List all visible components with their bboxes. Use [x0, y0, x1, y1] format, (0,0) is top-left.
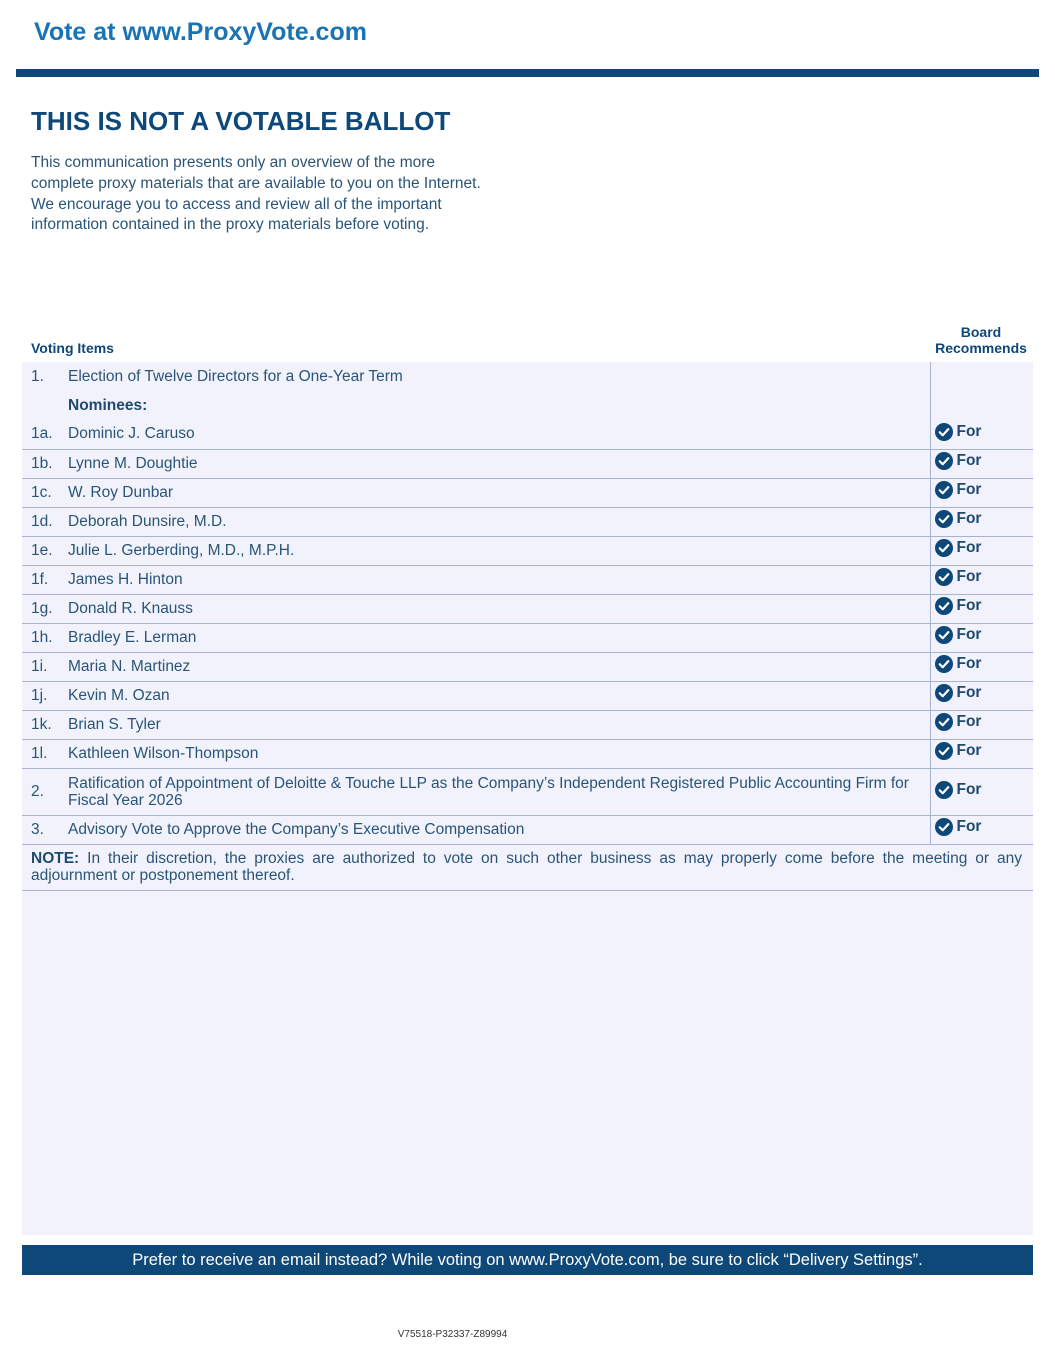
board-recommends-header — [928, 324, 1034, 356]
check-circle-icon — [935, 539, 953, 557]
recommendation — [935, 423, 982, 441]
check-circle-icon — [935, 684, 953, 702]
nominees-label-row — [22, 391, 1033, 420]
nominee-name: Bradley E. Lerman — [68, 623, 930, 652]
item-number — [22, 391, 68, 420]
document-control-code: V75518-P32337-Z89994 — [397, 1329, 508, 1340]
recommendation — [935, 481, 982, 499]
page-title: THIS IS NOT A VOTABLE BALLOT — [31, 106, 451, 136]
check-circle-icon — [935, 510, 953, 528]
recommendation — [935, 597, 982, 615]
item-number: 1g. — [22, 594, 68, 623]
recommendation-cell — [930, 420, 1033, 449]
item-number: 1k. — [22, 710, 68, 739]
check-circle-icon — [935, 597, 953, 615]
recommendation — [935, 510, 982, 528]
nominee-name: Lynne M. Doughtie — [68, 449, 930, 478]
recommendation — [935, 742, 982, 760]
nominee-row — [22, 710, 1033, 739]
recommendation — [935, 713, 982, 731]
check-circle-icon — [935, 713, 953, 731]
recommendation-cell — [930, 391, 1033, 420]
item-description: Election of Twelve Directors for a One-Year Term — [68, 367, 403, 385]
recommendation-label: For — [956, 597, 982, 614]
item-description: Ratification of Appointment of Deloitte & Touche LLP as the Company’s Independent Registered Public Accounting Firm for Fiscal Year 2026 — [68, 768, 930, 815]
recommendation-cell — [930, 739, 1033, 768]
recommendation-cell — [930, 768, 1033, 815]
nominee-row — [22, 536, 1033, 565]
nominee-name: Kevin M. Ozan — [68, 681, 930, 710]
recommendation — [935, 626, 982, 644]
header-divider — [16, 69, 1039, 77]
recommendation-cell — [930, 362, 1033, 391]
item-number: 1h. — [22, 623, 68, 652]
recommendation-label: For — [956, 713, 982, 730]
nominee-name: Maria N. Martinez — [68, 652, 930, 681]
recommendation-label: For — [956, 781, 982, 798]
recommendation-label: For — [956, 626, 982, 643]
note-row — [22, 844, 1033, 890]
nominee-name: Donald R. Knauss — [68, 594, 930, 623]
item-number: 1a. — [22, 420, 68, 449]
nominee-row — [22, 623, 1033, 652]
recommendation-cell — [930, 710, 1033, 739]
nominee-row — [22, 681, 1033, 710]
nominee-row — [22, 449, 1033, 478]
nominee-name: Dominic J. Caruso — [68, 420, 930, 449]
nominee-row — [22, 565, 1033, 594]
nominee-row — [22, 420, 1033, 449]
item-number: 3. — [22, 815, 68, 844]
recommendation-label: For — [956, 742, 982, 759]
recommendation-cell — [930, 507, 1033, 536]
nominee-row — [22, 652, 1033, 681]
recommendation-label: For — [956, 818, 982, 835]
recommendation-cell — [930, 815, 1033, 844]
nominee-row — [22, 507, 1033, 536]
check-circle-icon — [935, 452, 953, 470]
intro-paragraph: This communication presents only an overview of the more complete proxy materials that are available to you on the Internet. We encourage you to access and review all of the important information contained in the proxy materials before voting. — [31, 154, 481, 234]
recommendation-label: For — [956, 452, 982, 469]
note-body: In their discretion, the proxies are authorized to vote on such other business as may properly come before the meeting or any adjournment or postponement thereof. — [31, 850, 1022, 884]
nominee-name: Julie L. Gerberding, M.D., M.P.H. — [68, 536, 930, 565]
check-circle-icon — [935, 568, 953, 586]
item-number: 1d. — [22, 507, 68, 536]
nominee-row — [22, 739, 1033, 768]
nominee-name: Brian S. Tyler — [68, 710, 930, 739]
recommendation — [935, 452, 982, 470]
email-delivery-banner: Prefer to receive an email instead? While voting on www.ProxyVote.com, be sure to click “Delivery Settings”. — [22, 1245, 1033, 1275]
nominee-name: W. Roy Dunbar — [68, 478, 930, 507]
proposal-2-row — [22, 768, 1033, 815]
check-circle-icon — [935, 818, 953, 836]
check-circle-icon — [935, 481, 953, 499]
recommendation-label: For — [956, 568, 982, 585]
recommendation-cell — [930, 565, 1033, 594]
recommendation-label: For — [956, 481, 982, 498]
check-circle-icon — [935, 655, 953, 673]
check-circle-icon — [935, 742, 953, 760]
recommendation-cell — [930, 623, 1033, 652]
check-circle-icon — [935, 423, 953, 441]
nominee-name: Deborah Dunsire, M.D. — [68, 507, 930, 536]
item-number: 1l. — [22, 739, 68, 768]
item-number: 1f. — [22, 565, 68, 594]
recommendation — [935, 539, 982, 557]
recommendation — [935, 655, 982, 673]
voting-items-header: Voting Items — [31, 340, 114, 356]
recommendation — [935, 781, 982, 799]
recommendation — [935, 684, 982, 702]
recommendation-cell — [930, 449, 1033, 478]
recommendation-label: For — [956, 422, 982, 440]
proposal-3-row — [22, 815, 1033, 844]
recommendation — [935, 818, 982, 836]
item-number: 1i. — [22, 652, 68, 681]
recommendation-cell — [930, 478, 1033, 507]
note-label: NOTE: — [31, 850, 80, 867]
recommendation-label: For — [956, 510, 982, 527]
item-number: 1j. — [22, 681, 68, 710]
check-circle-icon — [935, 781, 953, 799]
proxyvote-link[interactable]: Vote at www.ProxyVote.com — [34, 18, 367, 46]
nominee-name: James H. Hinton — [68, 565, 930, 594]
item-description: Advisory Vote to Approve the Company’s Executive Compensation — [68, 815, 930, 844]
recommendation-label: For — [956, 539, 982, 556]
recommendation-cell — [930, 536, 1033, 565]
recommendation-label: For — [956, 684, 982, 701]
recommendation-cell — [930, 681, 1033, 710]
board-header-line2: Recommends — [935, 340, 1027, 356]
nominee-row — [22, 478, 1033, 507]
item-number: 1. — [31, 367, 44, 385]
board-header-line1: Board — [960, 324, 1002, 340]
voting-items-table — [22, 362, 1033, 891]
nominee-name: Kathleen Wilson-Thompson — [68, 739, 930, 768]
recommendation-cell — [930, 652, 1033, 681]
check-circle-icon — [935, 626, 953, 644]
nominees-label: Nominees: — [68, 396, 148, 414]
item-number: 1c. — [22, 478, 68, 507]
recommendation — [935, 568, 982, 586]
item-number: 2. — [22, 768, 68, 815]
recommendation-cell — [930, 594, 1033, 623]
item-number: 1e. — [22, 536, 68, 565]
note-text — [22, 844, 1033, 890]
nominee-row — [22, 594, 1033, 623]
recommendation-label: For — [956, 655, 982, 672]
item-number: 1b. — [22, 449, 68, 478]
proposal-1-row — [22, 362, 1033, 391]
